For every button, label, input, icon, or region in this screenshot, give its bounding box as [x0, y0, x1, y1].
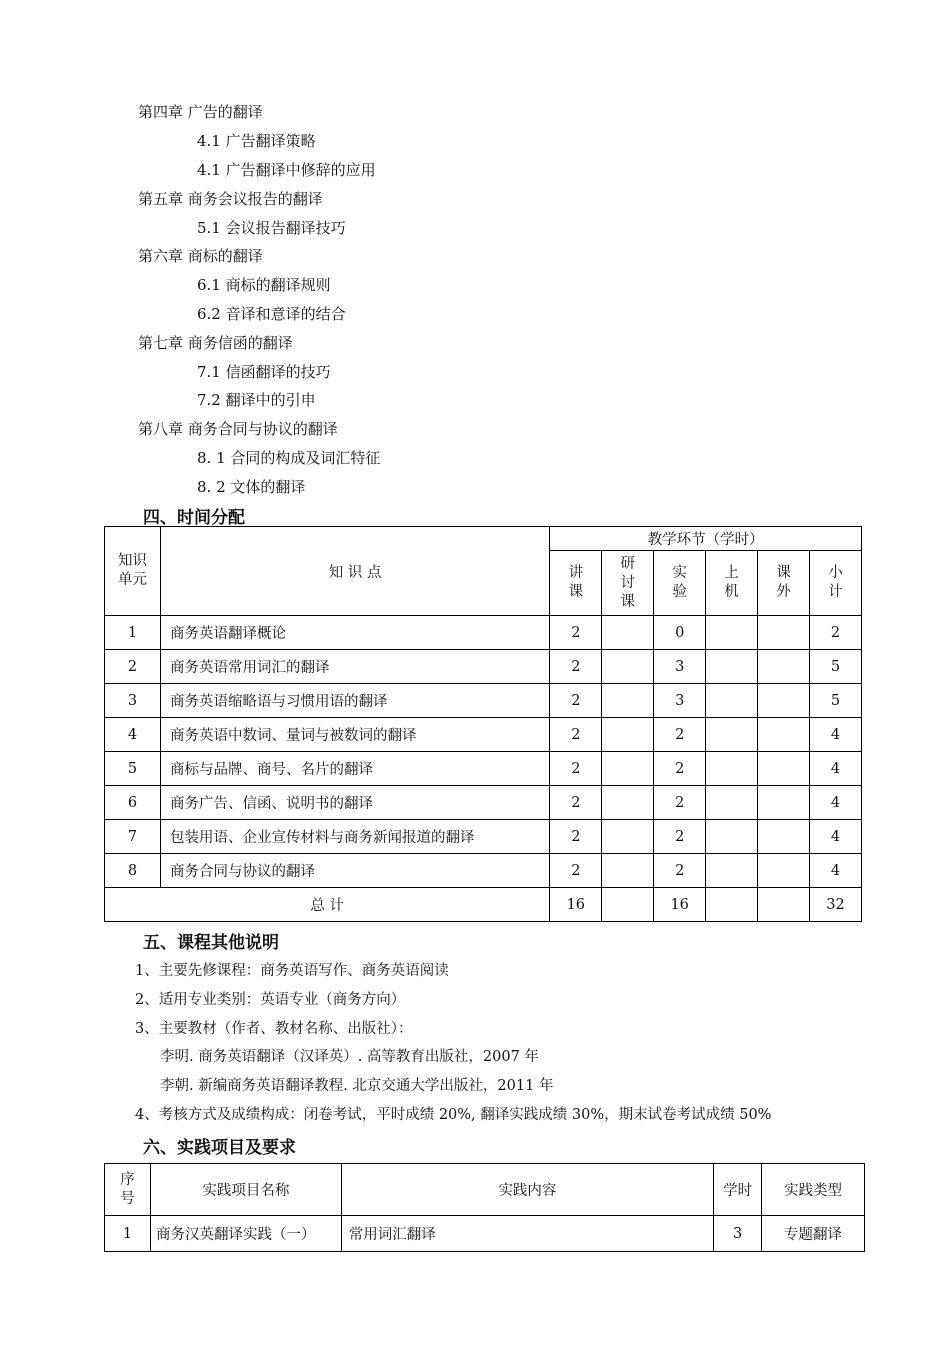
table-row [105, 684, 862, 718]
lab-cell: 2 [654, 752, 706, 786]
name-cell: 商务汉英翻译实践（一） [150, 1216, 341, 1252]
table-row [105, 786, 862, 820]
lab-cell: 3 [654, 650, 706, 684]
subtotal-cell: 4 [810, 820, 862, 854]
header-outside: 课外 [758, 551, 810, 616]
table-row [105, 854, 862, 888]
toc-item-8-2: 8. 2 文体的翻译 [197, 478, 306, 496]
computer-cell [706, 854, 758, 888]
toc-item-6-2: 6.2 音译和意译的结合 [197, 305, 346, 323]
lab-cell: 0 [654, 616, 706, 650]
lab-cell: 2 [654, 820, 706, 854]
header-point: 知 识 点 [160, 527, 549, 616]
toc-item-7-2: 7.2 翻译中的引申 [197, 391, 316, 409]
subtotal-cell: 5 [810, 684, 862, 718]
table-row [105, 1216, 865, 1252]
total-lecture: 16 [550, 888, 602, 922]
seminar-cell [602, 650, 654, 684]
lecture-cell: 2 [550, 616, 602, 650]
point-cell: 商务合同与协议的翻译 [160, 854, 549, 888]
note-major: 2、适用专业类别：英语专业（商务方向） [135, 992, 406, 1008]
subtotal-cell: 4 [810, 718, 862, 752]
table-row [105, 718, 862, 752]
header-lecture: 讲课 [550, 551, 602, 616]
lecture-cell: 2 [550, 786, 602, 820]
computer-cell [706, 650, 758, 684]
outside-cell [758, 650, 810, 684]
hours-cell: 3 [714, 1216, 762, 1252]
total-lab: 16 [654, 888, 706, 922]
type-cell: 专题翻译 [762, 1216, 865, 1252]
no-cell: 1 [105, 1216, 151, 1252]
section-4-heading: 四、时间分配 [143, 508, 245, 528]
toc-chapter-7: 第七章 商务信函的翻译 [138, 334, 293, 352]
total-label: 总 计 [105, 888, 550, 922]
note-assessment: 4、考核方式及成绩构成：闭卷考试，平时成绩 20%, 翻译实践成绩 30%，期末试卷考试成绩 50% [135, 1107, 772, 1123]
practice-table [104, 1163, 865, 1252]
toc-item-4-1: 4.1 广告翻译策略 [197, 132, 316, 150]
header-hours: 学时 [714, 1164, 762, 1216]
computer-cell [706, 616, 758, 650]
lecture-cell: 2 [550, 854, 602, 888]
toc-chapter-8: 第八章 商务合同与协议的翻译 [138, 420, 338, 438]
header-unit: 知识单元 [105, 527, 161, 616]
unit-cell: 5 [105, 752, 161, 786]
subtotal-cell: 4 [810, 854, 862, 888]
table-row [105, 650, 862, 684]
point-cell: 商标与品牌、商号、名片的翻译 [160, 752, 549, 786]
point-cell: 商务英语中数词、量词与被数词的翻译 [160, 718, 549, 752]
time-allocation-table [104, 526, 862, 922]
total-subtotal: 32 [810, 888, 862, 922]
header-teaching-group: 教学环节（学时） [550, 527, 862, 551]
total-row [105, 888, 862, 922]
lecture-cell: 2 [550, 752, 602, 786]
unit-cell: 4 [105, 718, 161, 752]
total-computer [706, 888, 758, 922]
textbook-1: 李明. 商务英语翻译（汉译英）. 高等教育出版社，2007 年 [160, 1049, 539, 1065]
toc-chapter-4: 第四章 广告的翻译 [138, 103, 263, 121]
textbook-2: 李朝. 新编商务英语翻译教程. 北京交通大学出版社，2011 年 [160, 1078, 554, 1094]
outside-cell [758, 752, 810, 786]
outside-cell [758, 616, 810, 650]
table-row [105, 820, 862, 854]
unit-cell: 1 [105, 616, 161, 650]
subtotal-cell: 2 [810, 616, 862, 650]
table-row [105, 752, 862, 786]
seminar-cell [602, 752, 654, 786]
total-outside [758, 888, 810, 922]
lab-cell: 2 [654, 786, 706, 820]
seminar-cell [602, 616, 654, 650]
outside-cell [758, 786, 810, 820]
header-type: 实践类型 [762, 1164, 865, 1216]
seminar-cell [602, 718, 654, 752]
point-cell: 商务广告、信函、说明书的翻译 [160, 786, 549, 820]
unit-cell: 7 [105, 820, 161, 854]
lab-cell: 3 [654, 684, 706, 718]
seminar-cell [602, 786, 654, 820]
header-lab: 实验 [654, 551, 706, 616]
lab-cell: 2 [654, 854, 706, 888]
note-textbooks: 3、主要教材（作者、教材名称、出版社）： [135, 1021, 413, 1037]
header-content: 实践内容 [341, 1164, 713, 1216]
outside-cell [758, 820, 810, 854]
header-computer: 上机 [706, 551, 758, 616]
computer-cell [706, 684, 758, 718]
point-cell: 商务英语缩略语与习惯用语的翻译 [160, 684, 549, 718]
toc-item-8-1: 8. 1 合同的构成及词汇特征 [197, 449, 381, 467]
lab-cell: 2 [654, 718, 706, 752]
outside-cell [758, 684, 810, 718]
point-cell: 商务英语翻译概论 [160, 616, 549, 650]
unit-cell: 6 [105, 786, 161, 820]
computer-cell [706, 786, 758, 820]
unit-cell: 2 [105, 650, 161, 684]
outside-cell [758, 718, 810, 752]
toc-item-6-1: 6.1 商标的翻译规则 [197, 276, 331, 294]
header-name: 实践项目名称 [150, 1164, 341, 1216]
section-5-heading: 五、课程其他说明 [143, 933, 279, 953]
practice-header-row [105, 1164, 865, 1216]
unit-cell: 3 [105, 684, 161, 718]
lecture-cell: 2 [550, 650, 602, 684]
seminar-cell [602, 684, 654, 718]
computer-cell [706, 820, 758, 854]
lecture-cell: 2 [550, 684, 602, 718]
section-6-heading: 六、实践项目及要求 [143, 1138, 296, 1158]
outside-cell [758, 854, 810, 888]
computer-cell [706, 718, 758, 752]
toc-item-5-1: 5.1 会议报告翻译技巧 [197, 219, 346, 237]
content-cell: 常用词汇翻译 [341, 1216, 713, 1252]
toc-chapter-5: 第五章 商务会议报告的翻译 [138, 190, 323, 208]
table-row [105, 616, 862, 650]
unit-cell: 8 [105, 854, 161, 888]
toc-chapter-6: 第六章 商标的翻译 [138, 247, 263, 265]
lecture-cell: 2 [550, 718, 602, 752]
computer-cell [706, 752, 758, 786]
seminar-cell [602, 854, 654, 888]
header-seminar: 研讨课 [602, 551, 654, 616]
point-cell: 包装用语、企业宣传材料与商务新闻报道的翻译 [160, 820, 549, 854]
toc-item-4-1b: 4.1 广告翻译中修辞的应用 [197, 161, 376, 179]
toc-item-7-1: 7.1 信函翻译的技巧 [197, 363, 331, 381]
total-seminar [602, 888, 654, 922]
lecture-cell: 2 [550, 820, 602, 854]
table-header-row [105, 527, 862, 551]
seminar-cell [602, 820, 654, 854]
subtotal-cell: 4 [810, 786, 862, 820]
note-prerequisites: 1、主要先修课程：商务英语写作、商务英语阅读 [135, 963, 449, 979]
subtotal-cell: 5 [810, 650, 862, 684]
point-cell: 商务英语常用词汇的翻译 [160, 650, 549, 684]
subtotal-cell: 4 [810, 752, 862, 786]
header-subtotal: 小计 [810, 551, 862, 616]
header-no: 序号 [105, 1164, 151, 1216]
